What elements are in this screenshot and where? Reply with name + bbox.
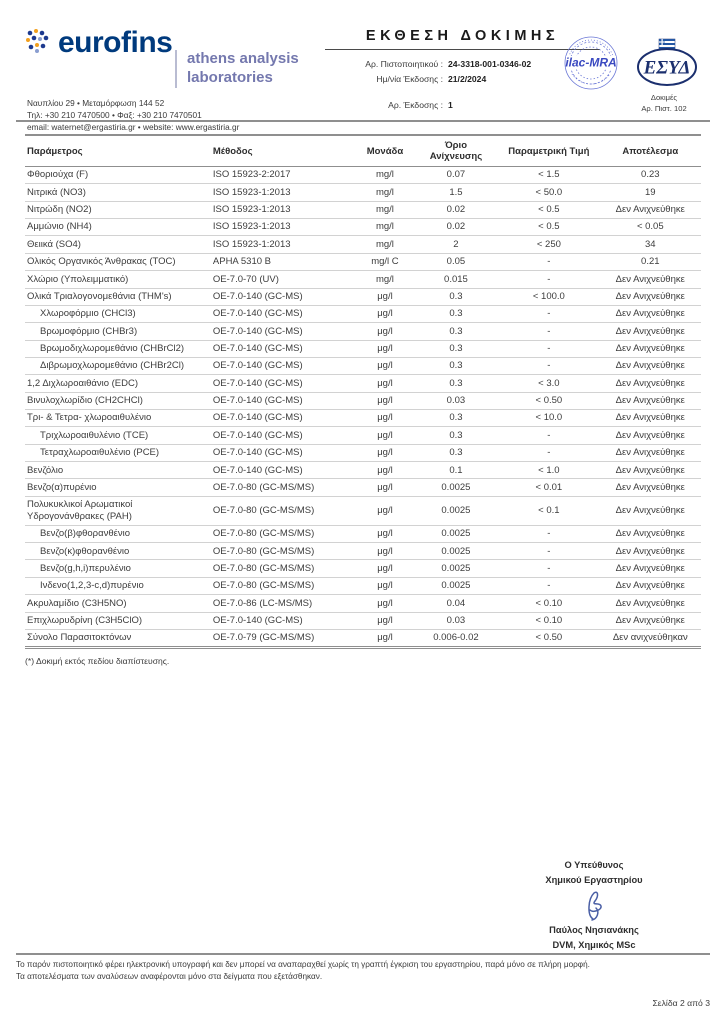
- certificate-number-row: [325, 57, 600, 72]
- cell-method: OE-7.0-140 (GC-MS): [211, 392, 356, 409]
- cell-unit: μg/l: [356, 560, 413, 577]
- cell-result: Δεν Ανιχνεύθηκε: [600, 340, 701, 357]
- cell-detection-limit: 0.3: [414, 323, 499, 340]
- cell-parametric-value: -: [498, 525, 599, 542]
- table-row: [25, 219, 701, 236]
- cell-method: ISO 15923-1:2013: [211, 219, 356, 236]
- cell-detection-limit: 0.015: [414, 271, 499, 288]
- cell-method: OE-7.0-80 (GC-MS/MS): [211, 496, 356, 525]
- cell-result: Δεν Ανιχνεύθηκε: [600, 479, 701, 496]
- cell-parametric-value: < 0.01: [498, 479, 599, 496]
- cell-method: OE-7.0-80 (GC-MS/MS): [211, 577, 356, 594]
- cell-parameter: Βινυλοχλωρίδιο (CH2CHCl): [25, 392, 211, 409]
- cell-unit: mg/l: [356, 201, 413, 218]
- page-number: Σελίδα 2 από 3: [652, 998, 710, 1008]
- cell-result: Δεν Ανιχνεύθηκε: [600, 357, 701, 374]
- accreditation-tests-label: Δοκιμές: [650, 93, 678, 102]
- certificate-block: [325, 28, 600, 113]
- cell-method: OE-7.0-80 (GC-MS/MS): [211, 525, 356, 542]
- cell-detection-limit: 0.3: [414, 340, 499, 357]
- signature-block: [480, 858, 708, 953]
- cell-parameter: Νιτρώδη (NO2): [25, 201, 211, 218]
- table-row: [25, 375, 701, 392]
- athens-analysis-wordmark: [175, 50, 299, 88]
- cell-detection-limit: 0.3: [414, 305, 499, 322]
- cell-result: Δεν Ανιχνεύθηκε: [600, 595, 701, 612]
- cell-detection-limit: 0.07: [414, 167, 499, 184]
- cell-detection-limit: 0.3: [414, 444, 499, 461]
- athens-analysis-line1: athens analysis: [187, 50, 299, 67]
- cell-parameter: 1,2 Διχλωροαιθάνιο (EDC): [25, 375, 211, 392]
- cell-parameter: Βενζο(α)πυρένιο: [25, 479, 211, 496]
- cell-parameter: Τετραχλωροαιθυλένιο (PCE): [25, 444, 211, 461]
- cell-result: Δεν Ανιχνεύθηκε: [600, 462, 701, 479]
- cell-detection-limit: 0.04: [414, 595, 499, 612]
- table-row: [25, 305, 701, 322]
- signatory-name: Παύλος Νησιανάκης: [549, 924, 639, 935]
- cell-method: OE-7.0-86 (LC-MS/MS): [211, 595, 356, 612]
- table-row: [25, 612, 701, 629]
- col-header-parameter: Παράμετρος: [25, 135, 211, 167]
- eurofins-wordmark: eurofins: [58, 26, 173, 59]
- athens-analysis-line2: laboratories: [187, 68, 273, 86]
- cell-parametric-value: < 10.0: [498, 410, 599, 427]
- cell-parametric-value: -: [498, 323, 599, 340]
- cell-detection-limit: 0.3: [414, 410, 499, 427]
- cell-method: OE-7.0-140 (GC-MS): [211, 305, 356, 322]
- table-row: [25, 496, 701, 525]
- cell-unit: μg/l: [356, 595, 413, 612]
- cell-method: OE-7.0-140 (GC-MS): [211, 375, 356, 392]
- cell-parameter: Χλώριο (Υπολειμματικό): [25, 271, 211, 288]
- lab-phone-fax: Τηλ: +30 210 7470500 • Φαξ: +30 210 7470501: [27, 109, 202, 120]
- cell-result: Δεν Ανιχνεύθηκε: [600, 612, 701, 629]
- cell-unit: mg/l: [356, 184, 413, 201]
- cell-unit: mg/l: [356, 236, 413, 253]
- cell-method: APHA 5310 B: [211, 253, 356, 270]
- cell-parameter: Διβρωμοχλωρομεθάνιο (CHBr2Cl): [25, 357, 211, 374]
- table-row: [25, 629, 701, 647]
- cell-result: Δεν Ανιχνεύθηκε: [600, 444, 701, 461]
- cell-method: OE-7.0-80 (GC-MS/MS): [211, 479, 356, 496]
- cell-method: OE-7.0-140 (GC-MS): [211, 427, 356, 444]
- edition-value: 1: [448, 100, 453, 111]
- issue-date-label: Ημ/νία Έκδοσης :: [376, 73, 443, 84]
- cell-detection-limit: 0.02: [414, 201, 499, 218]
- cell-unit: μg/l: [356, 479, 413, 496]
- table-row: [25, 184, 701, 201]
- table-row: [25, 595, 701, 612]
- cell-detection-limit: 0.05: [414, 253, 499, 270]
- cell-detection-limit: 0.02: [414, 219, 499, 236]
- cell-unit: μg/l: [356, 340, 413, 357]
- cell-parameter: Χλωροφόρμιο (CHCl3): [25, 305, 211, 322]
- report-footer: [16, 953, 710, 984]
- cell-detection-limit: 0.3: [414, 427, 499, 444]
- cell-parametric-value: -: [498, 444, 599, 461]
- table-row: [25, 577, 701, 594]
- col-header-detection-limit: [414, 135, 499, 167]
- lab-contact-info: [27, 98, 239, 133]
- cell-detection-limit: 0.3: [414, 375, 499, 392]
- cell-parameter: Βενζόλιο: [25, 462, 211, 479]
- certificate-number-value: 24-3318-001-0346-02: [448, 59, 532, 69]
- cell-parameter: Νιτρικά (NO3): [25, 184, 211, 201]
- col-header-method: Μέθοδος: [211, 135, 356, 167]
- cell-detection-limit: 0.3: [414, 288, 499, 305]
- cell-detection-limit: 0.03: [414, 612, 499, 629]
- table-row: [25, 167, 701, 184]
- greek-flag-icon: [659, 39, 675, 49]
- cell-unit: μg/l: [356, 496, 413, 525]
- eurofins-brand-block: [25, 26, 315, 132]
- cell-result: Δεν Ανιχνεύθηκε: [600, 323, 701, 340]
- cell-detection-limit: 0.0025: [414, 577, 499, 594]
- cell-parametric-value: < 0.50: [498, 392, 599, 409]
- cell-detection-limit: 0.0025: [414, 560, 499, 577]
- accreditation-cert-number: Αρ. Πιστ. 102: [641, 104, 687, 114]
- signatory-role-line1: Ο Υπεύθυνος: [564, 860, 624, 870]
- cell-result: Δεν Ανιχνεύθηκε: [600, 375, 701, 392]
- cell-method: ISO 15923-1:2013: [211, 184, 356, 201]
- cell-parametric-value: < 0.5: [498, 219, 599, 236]
- cell-detection-limit: 0.006-0.02: [414, 629, 499, 647]
- esyd-logo: [636, 38, 698, 93]
- cell-parametric-value: -: [498, 357, 599, 374]
- cell-result: < 0.05: [600, 219, 701, 236]
- table-row: [25, 525, 701, 542]
- table-row: [25, 340, 701, 357]
- cell-parametric-value: -: [498, 560, 599, 577]
- cell-unit: μg/l: [356, 375, 413, 392]
- cell-unit: μg/l: [356, 357, 413, 374]
- cell-method: OE-7.0-140 (GC-MS): [211, 462, 356, 479]
- svg-text:ilac-MRA: ilac-MRA: [565, 55, 617, 70]
- report-header: [25, 22, 702, 132]
- cell-unit: mg/l: [356, 219, 413, 236]
- footer-disclaimer-line2: Τα αποτελέσματα των αναλύσεων αναφέρονται μόνο στα δείγματα που εξετάσθηκαν.: [16, 972, 323, 982]
- signature-icon: [480, 889, 708, 923]
- cell-method: OE-7.0-79 (GC-MS/MS): [211, 629, 356, 647]
- cell-parametric-value: < 0.1: [498, 496, 599, 525]
- col-header-result: Αποτέλεσμα: [600, 135, 701, 167]
- results-table-header-row: [25, 135, 701, 167]
- ilac-mra-logo: [562, 34, 620, 97]
- report-title: ΕΚΘΕΣΗ ΔΟΚΙΜΗΣ: [325, 28, 600, 50]
- col-header-unit: Μονάδα: [356, 135, 413, 167]
- cell-parameter: Ολικός Οργανικός Άνθρακας (TOC): [25, 253, 211, 270]
- table-row: [25, 236, 701, 253]
- cell-result: Δεν Ανιχνεύθηκε: [600, 525, 701, 542]
- cell-parameter: Βενζο(κ)φθορανθένιο: [25, 543, 211, 560]
- issue-date-value: 21/2/2024: [448, 73, 487, 84]
- edition-row: [325, 98, 600, 113]
- table-row: [25, 323, 701, 340]
- cell-result: Δεν Ανιχνεύθηκε: [600, 427, 701, 444]
- cell-method: OE-7.0-140 (GC-MS): [211, 340, 356, 357]
- cell-result: Δεν Ανιχνεύθηκε: [600, 305, 701, 322]
- cell-method: OE-7.0-140 (GC-MS): [211, 612, 356, 629]
- table-row: [25, 410, 701, 427]
- cell-parameter: Αμμώνιο (NH4): [25, 219, 211, 236]
- results-table-body: [25, 167, 701, 648]
- cell-parameter: Βενζο(g,h,i)περυλένιο: [25, 560, 211, 577]
- cell-result: Δεν ανιχνεύθηκαν: [600, 629, 701, 647]
- cell-method: ISO 15923-2:2017: [211, 167, 356, 184]
- cell-result: Δεν Ανιχνεύθηκε: [600, 577, 701, 594]
- cell-parameter: Επιχλωρυδρίνη (C3H5ClO): [25, 612, 211, 629]
- svg-text:ΕΣΥΔ: ΕΣΥΔ: [643, 57, 691, 79]
- cell-parametric-value: < 0.50: [498, 629, 599, 647]
- lab-email-web: email: waternet@ergastiria.gr • website: www.ergastiria.gr: [27, 121, 240, 132]
- cell-unit: mg/l: [356, 167, 413, 184]
- cell-detection-limit: 2: [414, 236, 499, 253]
- cell-result: 0.21: [600, 253, 701, 270]
- cell-unit: μg/l: [356, 612, 413, 629]
- cell-method: ISO 15923-1:2013: [211, 236, 356, 253]
- cell-parametric-value: -: [498, 427, 599, 444]
- cell-unit: μg/l: [356, 410, 413, 427]
- cell-unit: μg/l: [356, 427, 413, 444]
- cell-parametric-value: < 0.10: [498, 612, 599, 629]
- issue-date-row: [325, 72, 600, 87]
- cell-result: 19: [600, 184, 701, 201]
- results-section: [25, 134, 701, 666]
- cell-parametric-value: < 1.0: [498, 462, 599, 479]
- col-header-parametric-value: Παραμετρική Τιμή: [498, 135, 599, 167]
- cell-parameter: Ακρυλαμίδιο (C3H5NO): [25, 595, 211, 612]
- signatory-role-line2: Χημικού Εργαστηρίου: [545, 874, 643, 885]
- cell-result: Δεν Ανιχνεύθηκε: [600, 392, 701, 409]
- cell-parametric-value: -: [498, 305, 599, 322]
- cell-parametric-value: -: [498, 577, 599, 594]
- cell-method: OE-7.0-80 (GC-MS/MS): [211, 560, 356, 577]
- accreditation-block: [562, 30, 702, 126]
- cell-detection-limit: 0.0025: [414, 543, 499, 560]
- cell-result: Δεν Ανιχνεύθηκε: [600, 201, 701, 218]
- table-row: [25, 357, 701, 374]
- cell-parameter: Θειικά (SO4): [25, 236, 211, 253]
- accreditation-footnote: (*) Δοκιμή εκτός πεδίου διαπίστευσης.: [25, 656, 170, 667]
- cell-parameter: Σύνολο Παρασιτοκτόνων: [25, 629, 211, 647]
- cell-method: OE-7.0-140 (GC-MS): [211, 410, 356, 427]
- cell-method: OE-7.0-140 (GC-MS): [211, 288, 356, 305]
- table-row: [25, 427, 701, 444]
- cell-result: 34: [600, 236, 701, 253]
- cell-parameter: Βρωμοφόρμιο (CHBr3): [25, 323, 211, 340]
- cell-detection-limit: 0.1: [414, 462, 499, 479]
- cell-detection-limit: 0.0025: [414, 525, 499, 542]
- cell-parametric-value: < 100.0: [498, 288, 599, 305]
- table-row: [25, 444, 701, 461]
- cell-unit: μg/l: [356, 543, 413, 560]
- cell-result: Δεν Ανιχνεύθηκε: [600, 560, 701, 577]
- cell-method: OE-7.0-140 (GC-MS): [211, 357, 356, 374]
- cell-parameter: Τρι- & Τετρα- χλωροαιθυλένιο: [25, 410, 211, 427]
- cell-parameter: Τριχλωροαιθυλένιο (TCE): [25, 427, 211, 444]
- cell-method: OE-7.0-80 (GC-MS/MS): [211, 543, 356, 560]
- cell-method: OE-7.0-140 (GC-MS): [211, 444, 356, 461]
- table-row: [25, 392, 701, 409]
- cell-unit: μg/l: [356, 305, 413, 322]
- table-row: [25, 462, 701, 479]
- cell-unit: μg/l: [356, 444, 413, 461]
- cell-parameter: Πολυκυκλικοί Αρωματικοί Υδρογονάνθρακες (PAH): [25, 496, 211, 525]
- cell-parametric-value: -: [498, 253, 599, 270]
- cell-parameter: Ολικά Τριαλογονομεθάνια (THM's): [25, 288, 211, 305]
- cell-parametric-value: < 1.5: [498, 167, 599, 184]
- cell-parametric-value: -: [498, 543, 599, 560]
- cell-method: OE-7.0-70 (UV): [211, 271, 356, 288]
- cell-detection-limit: 1.5: [414, 184, 499, 201]
- cell-result: Δεν Ανιχνεύθηκε: [600, 410, 701, 427]
- cell-parametric-value: < 0.10: [498, 595, 599, 612]
- cell-unit: mg/l C: [356, 253, 413, 270]
- cell-result: Δεν Ανιχνεύθηκε: [600, 543, 701, 560]
- cell-result: 0.23: [600, 167, 701, 184]
- cell-unit: μg/l: [356, 392, 413, 409]
- results-table: [25, 134, 701, 649]
- cell-detection-limit: 0.3: [414, 357, 499, 374]
- edition-label: Αρ. Έκδοσης :: [388, 100, 443, 111]
- table-row: [25, 288, 701, 305]
- header-divider: [16, 120, 710, 122]
- cell-unit: μg/l: [356, 323, 413, 340]
- table-row: [25, 201, 701, 218]
- table-row: [25, 479, 701, 496]
- cell-unit: μg/l: [356, 525, 413, 542]
- lab-address: Ναυπλίου 29 • Μεταμόρφωση 144 52: [27, 98, 165, 108]
- cell-unit: mg/l: [356, 271, 413, 288]
- footer-disclaimer-line1: Το παρόν πιστοποιητικό φέρει ηλεκτρονική υπογραφή και δεν μπορεί να αναπαραχθεί χωρίς τη γραπτή έγκριση του εργαστηρίου, παρά μόνο σε πλήρη μορφή.: [16, 960, 590, 969]
- cell-parametric-value: < 0.5: [498, 201, 599, 218]
- eurofins-dots-icon: [25, 28, 51, 59]
- cell-result: Δεν Ανιχνεύθηκε: [600, 288, 701, 305]
- cell-parameter: Βενζο(β)φθορανθένιο: [25, 525, 211, 542]
- table-row: [25, 271, 701, 288]
- col-header-detection-limit-text: Όριο Ανίχνευσης: [429, 140, 483, 162]
- cell-unit: μg/l: [356, 577, 413, 594]
- cell-parametric-value: < 50.0: [498, 184, 599, 201]
- cell-parametric-value: -: [498, 340, 599, 357]
- cell-parameter: Ινδενο(1,2,3-c,d)πυρένιο: [25, 577, 211, 594]
- cell-unit: μg/l: [356, 629, 413, 647]
- cell-parameter: Βρωμοδιχλωρομεθάνιο (CHBrCl2): [25, 340, 211, 357]
- cell-result: Δεν Ανιχνεύθηκε: [600, 271, 701, 288]
- accreditation-caption: [626, 92, 702, 115]
- cell-parametric-value: < 3.0: [498, 375, 599, 392]
- table-row: [25, 253, 701, 270]
- cell-parametric-value: < 250: [498, 236, 599, 253]
- cell-method: ISO 15923-1:2013: [211, 201, 356, 218]
- cell-result: Δεν Ανιχνεύθηκε: [600, 496, 701, 525]
- cell-detection-limit: 0.0025: [414, 496, 499, 525]
- cell-method: OE-7.0-140 (GC-MS): [211, 323, 356, 340]
- cell-detection-limit: 0.0025: [414, 479, 499, 496]
- certificate-number-label: Αρ. Πιστοποιητικού :: [365, 59, 443, 69]
- signatory-title: DVM, Χημικός MSc: [552, 939, 636, 950]
- cell-parametric-value: -: [498, 271, 599, 288]
- table-row: [25, 560, 701, 577]
- cell-parameter: Φθοριούχα (F): [25, 167, 211, 184]
- cell-unit: μg/l: [356, 462, 413, 479]
- cell-unit: μg/l: [356, 288, 413, 305]
- table-row: [25, 543, 701, 560]
- cell-detection-limit: 0.03: [414, 392, 499, 409]
